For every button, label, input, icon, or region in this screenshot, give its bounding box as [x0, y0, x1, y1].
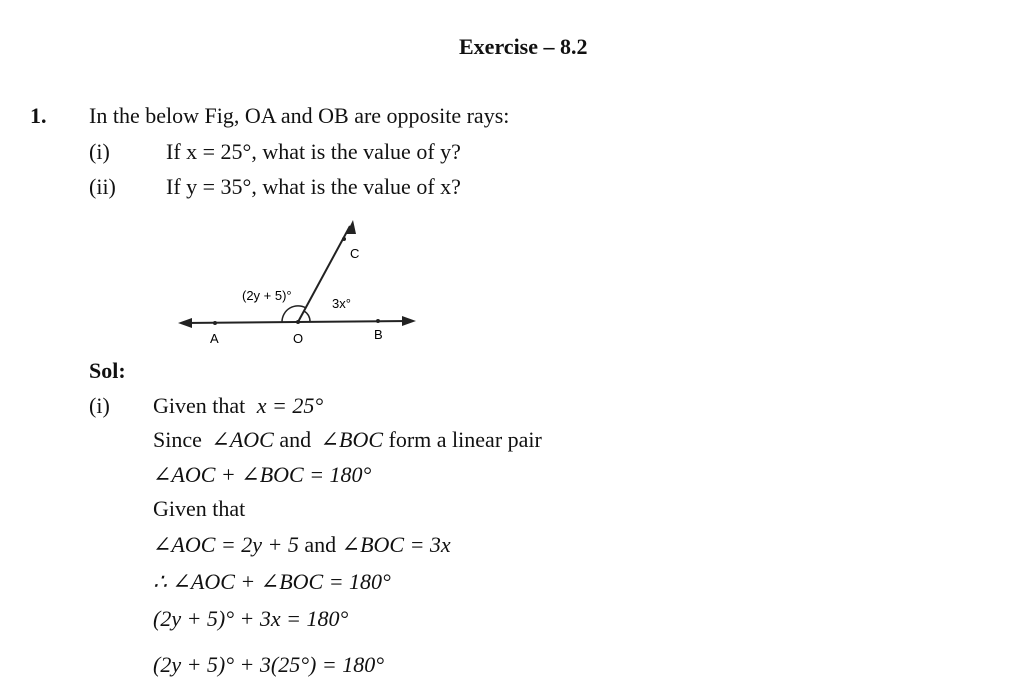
arrow-left-icon — [178, 318, 192, 328]
angle-figure — [170, 212, 430, 352]
arc-boc — [304, 311, 310, 322]
line-5-mid: and — [304, 532, 337, 557]
label-c: C — [350, 246, 360, 261]
question-number: 1. — [30, 103, 47, 128]
line-5-angle-boc: ∠BOC = 3x — [341, 532, 451, 557]
line-2-post: form a linear pair — [388, 427, 542, 452]
line-2-mid: and — [279, 427, 312, 452]
solution-heading: Sol: — [89, 358, 126, 383]
solution-line-3: ∠AOC + ∠BOC = 180° — [153, 462, 372, 487]
label-angle-boc: 3x° — [332, 296, 351, 311]
point-a — [213, 321, 217, 325]
solution-line-6: ∴ ∠AOC + ∠BOC = 180° — [153, 569, 391, 594]
solution-line-8: (2y + 5)° + 3(25°) = 180° — [153, 652, 384, 677]
label-angle-aoc: (2y + 5)° — [242, 288, 292, 303]
solution-line-7: (2y + 5)° + 3x = 180° — [153, 606, 349, 631]
solution-line-5 — [153, 532, 451, 558]
point-b — [376, 319, 380, 323]
arrow-up-icon — [346, 220, 356, 234]
label-o: O — [293, 331, 304, 346]
line-2-angle-aoc: ∠AOC — [211, 427, 274, 452]
point-c — [342, 237, 346, 241]
page-title: Exercise – 8.2 — [459, 34, 588, 59]
question-text: In the below Fig, OA and OB are opposite rays: — [89, 103, 510, 128]
part-i-label: (i) — [89, 139, 110, 164]
solution-part-label: (i) — [89, 393, 110, 418]
solution-line-1 — [153, 393, 323, 419]
part-ii-text: If y = 35°, what is the value of x? — [166, 174, 461, 199]
line-5-angle-aoc: ∠AOC = 2y + 5 — [153, 532, 299, 557]
part-i-text: If x = 25°, what is the value of y? — [166, 139, 461, 164]
solution-line-4: Given that — [153, 496, 246, 521]
label-b: B — [374, 327, 383, 342]
line-2-pre: Since — [153, 427, 202, 452]
line-1-math: x = 25° — [256, 393, 324, 418]
line-2-angle-boc: ∠BOC — [320, 427, 384, 452]
line-1-text: Given that — [153, 393, 246, 418]
label-a: A — [210, 331, 219, 346]
solution-line-2 — [153, 427, 542, 453]
part-ii-label: (ii) — [89, 174, 116, 199]
arrow-right-icon — [402, 316, 416, 326]
point-o — [296, 320, 300, 324]
